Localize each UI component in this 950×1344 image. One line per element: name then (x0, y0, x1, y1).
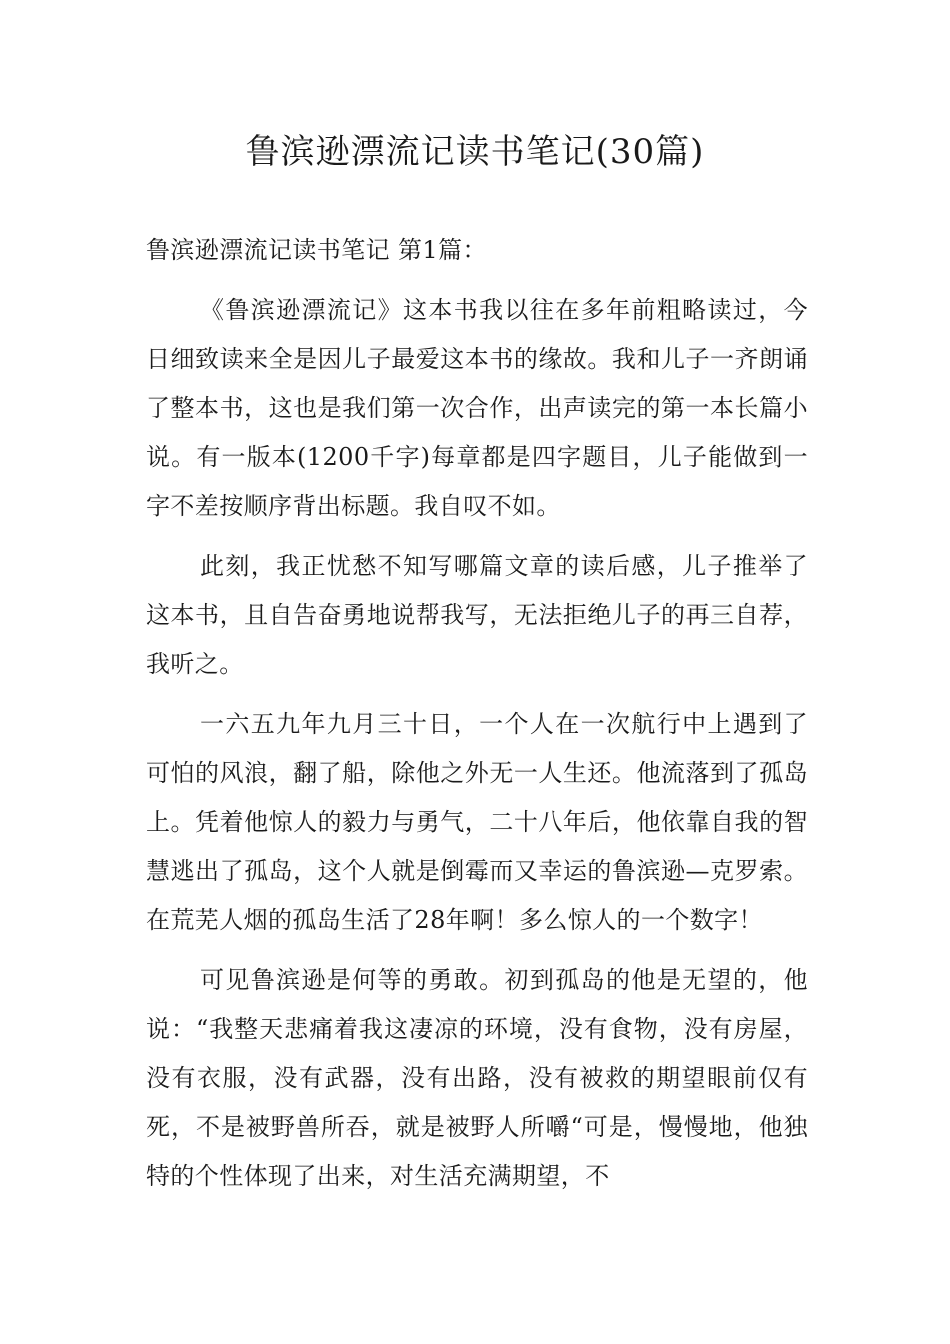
paragraph-4: 可见鲁滨逊是何等的勇敢。初到孤岛的他是无望的，他说：“我整天悲痛着我这凄凉的环境，没有食物，没有房屋，没有衣服，没有武器，没有出路，没有被救的期望眼前仅有死，不是被野兽所吞，就是被野人所嚼“可是，慢慢地，他独特的个性体现了出来，对生活充满期望，不 (146, 966, 808, 1190)
paragraph-1: 《鲁滨逊漂流记》这本书我以往在多年前粗略读过，今日细致读来全是因儿子最爱这本书的缘故。我和儿子一齐朗诵了整本书，这也是我们第一次合作，出声读完的第一本长篇小说。有一版本(1200千字)每章都是四字题目，儿子能做到一字不差按顺序背出标题。我自叹不如。 (146, 296, 808, 520)
paragraph-2: 此刻，我正忧愁不知写哪篇文章的读后感，儿子推举了这本书，且自告奋勇地说帮我写，无法拒绝儿子的再三自荐，我听之。 (146, 552, 808, 678)
page-title: 鲁滨逊漂流记读书笔记(30篇) (245, 132, 705, 172)
paragraph-3: 一六五九年九月三十日，一个人在一次航行中上遇到了可怕的风浪，翻了船，除他之外无一人生还。他流落到了孤岛上。凭着他惊人的毅力与勇气，二十八年后，他依靠自我的智慧逃出了孤岛，这个人就是倒霉而又幸运的鲁滨逊—克罗索。在荒芜人烟的孤岛生活了28年啊！多么惊人的一个数字！ (146, 710, 808, 934)
document-body (146, 226, 808, 1201)
section-heading: 鲁滨逊漂流记读书笔记 第1篇： (146, 236, 487, 264)
